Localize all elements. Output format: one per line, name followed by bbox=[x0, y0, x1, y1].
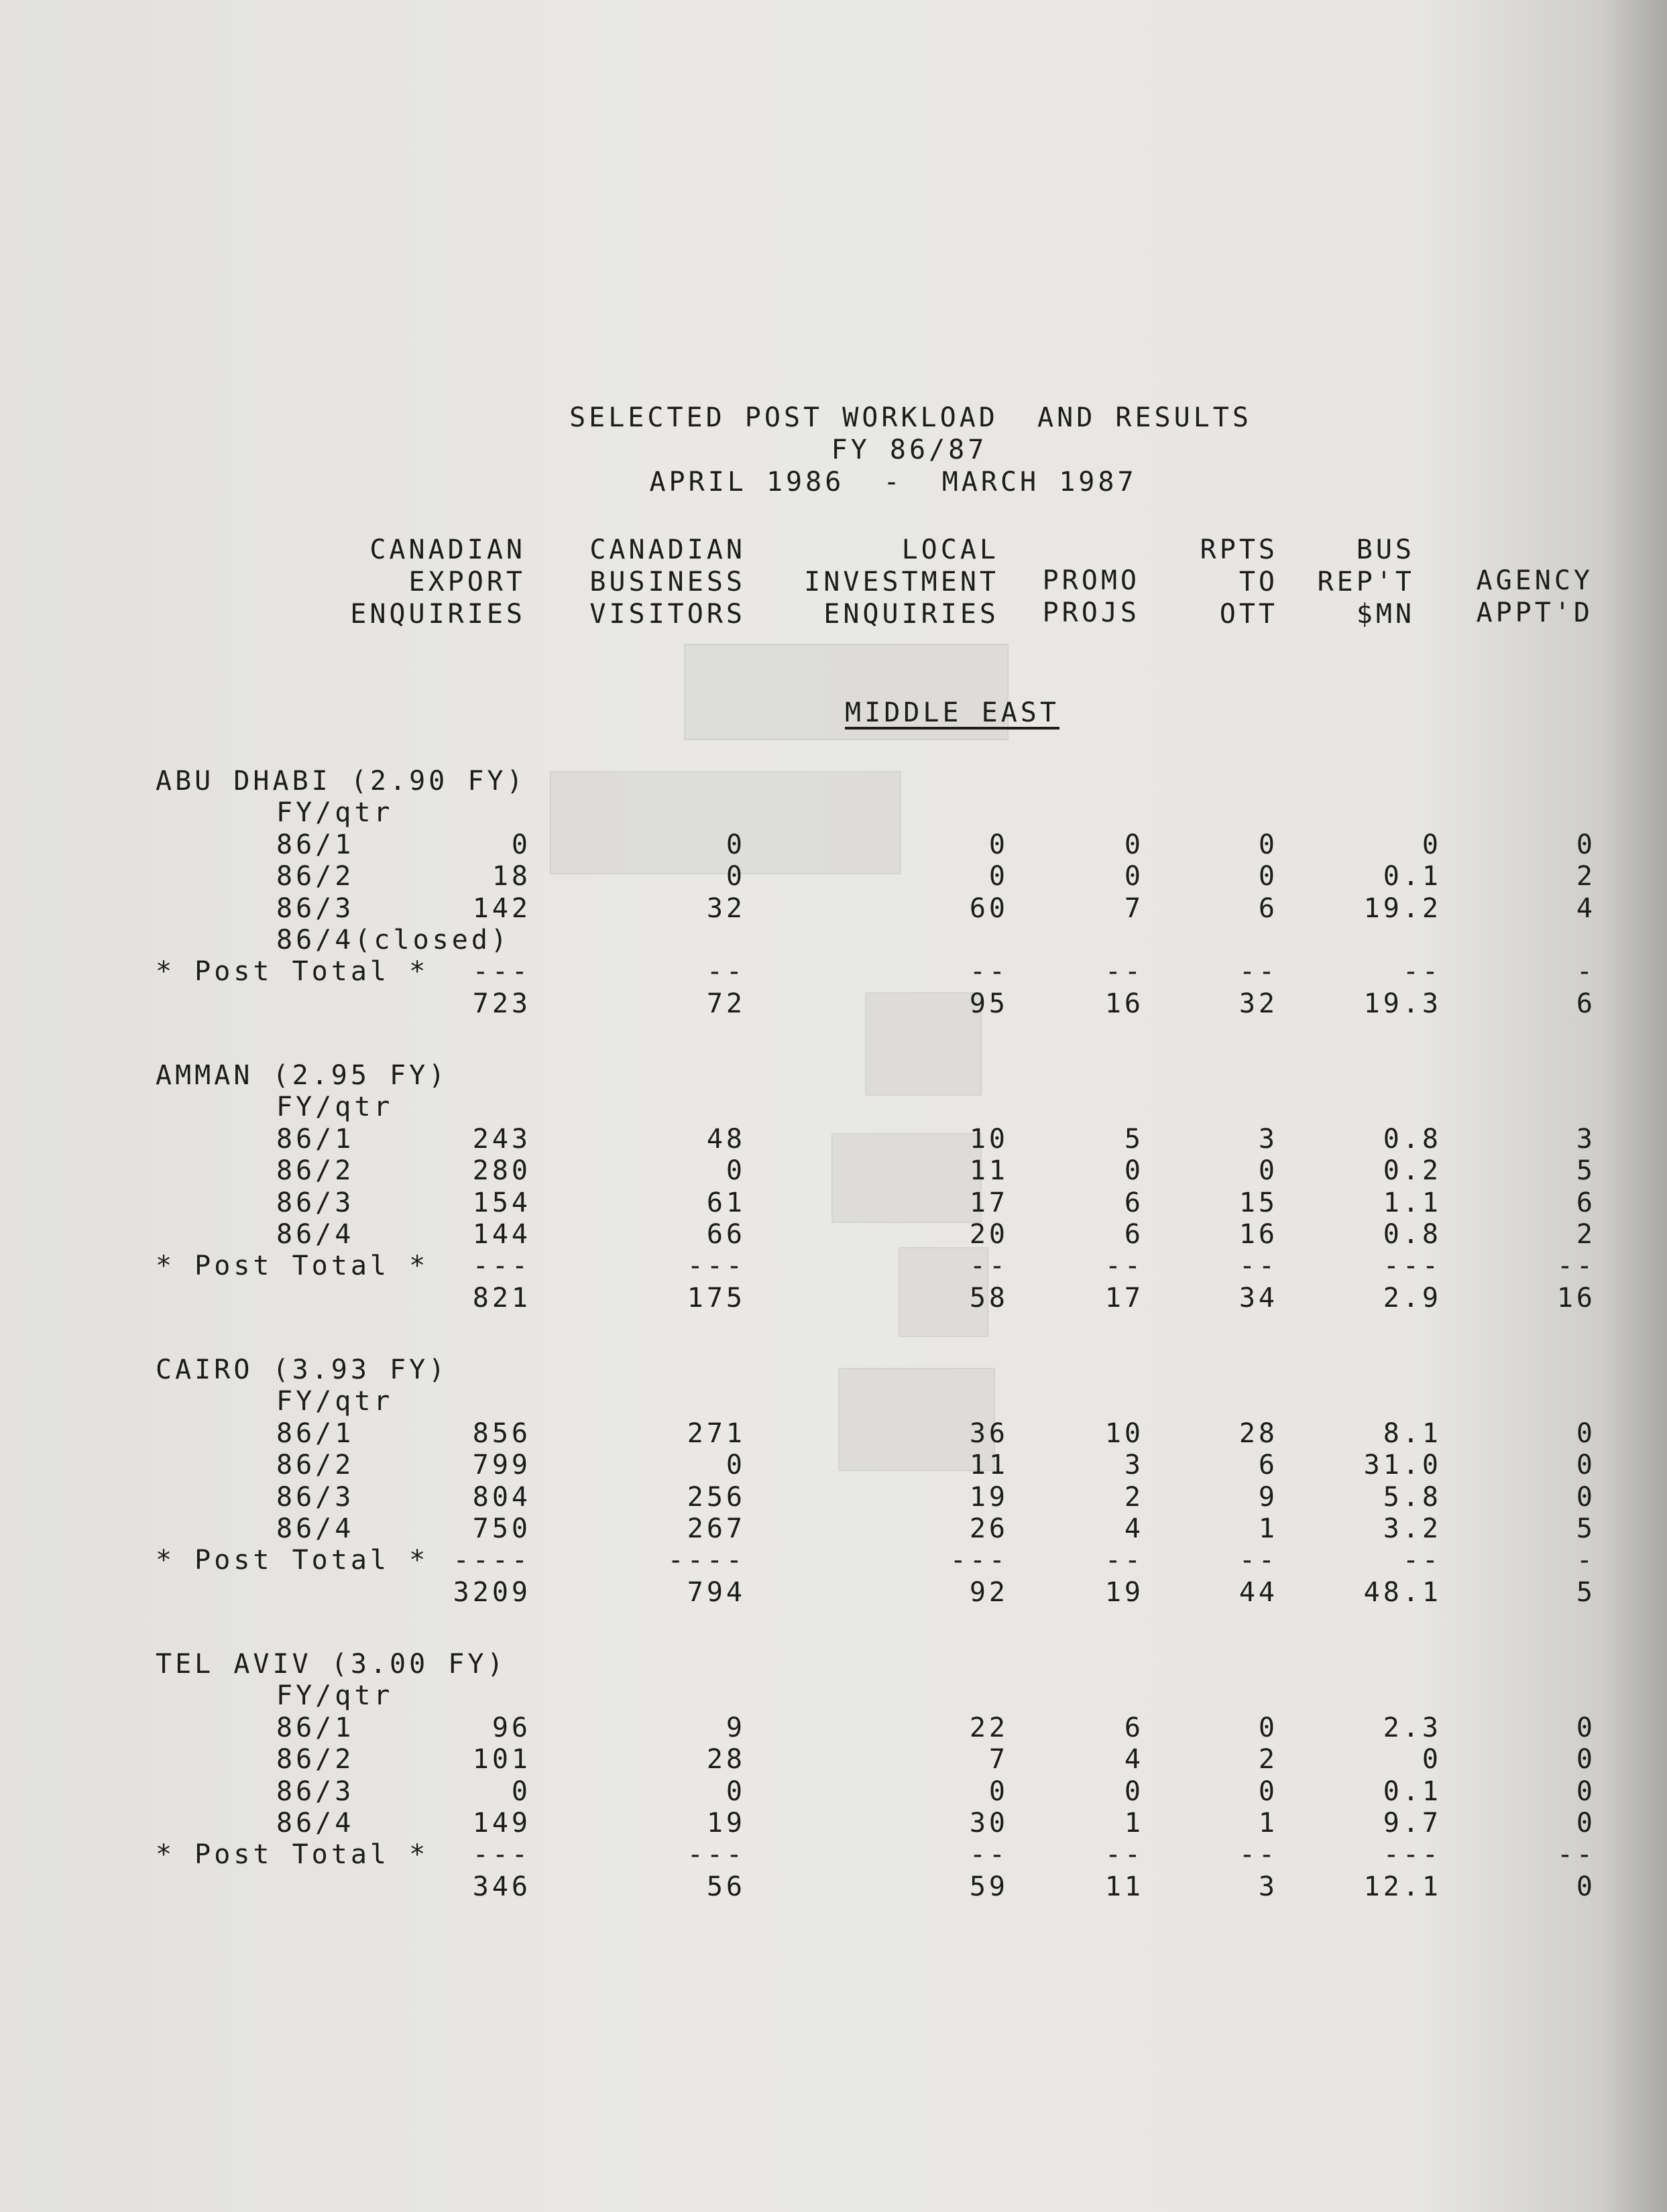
post-total-cell: 92 bbox=[969, 1576, 1009, 1608]
post-total-cell: 19.3 bbox=[1363, 988, 1442, 1019]
post-total-cell: 175 bbox=[687, 1282, 746, 1314]
table-cell: 0 bbox=[1576, 829, 1596, 860]
table-cell: 31.0 bbox=[1363, 1450, 1442, 1481]
table-cell: 66 bbox=[706, 1219, 746, 1250]
table-cell: 1.1 bbox=[1383, 1187, 1442, 1218]
table-cell: 5 bbox=[1576, 1155, 1596, 1187]
post-total-cell: 12.1 bbox=[1363, 1871, 1442, 1902]
table-cell: 28 bbox=[706, 1744, 746, 1776]
table-cell: 6 bbox=[1576, 1187, 1596, 1218]
report-period: APRIL 1986 - MARCH 1987 bbox=[649, 467, 1137, 498]
post-total-cell: 794 bbox=[687, 1576, 746, 1608]
column-header-line: OTT bbox=[1219, 599, 1278, 630]
table-cell: 144 bbox=[472, 1219, 531, 1250]
table-cell: 6 bbox=[1124, 1219, 1144, 1250]
total-rule: -- bbox=[1104, 1545, 1144, 1576]
table-cell: 10 bbox=[969, 1123, 1009, 1155]
qtr-label: FY/qtr bbox=[276, 1092, 394, 1123]
post-total-cell: 44 bbox=[1239, 1576, 1278, 1608]
total-rule: -- bbox=[706, 956, 746, 988]
table-cell: 0.1 bbox=[1383, 1776, 1442, 1807]
table-cell: 22 bbox=[969, 1712, 1009, 1743]
post-total-cell: 3209 bbox=[453, 1576, 531, 1608]
total-rule: -- bbox=[1104, 1250, 1144, 1282]
table-cell: 16 bbox=[1239, 1219, 1278, 1250]
table-cell: 0 bbox=[1124, 1776, 1144, 1807]
table-cell: 0 bbox=[726, 1776, 746, 1807]
table-cell: 0 bbox=[988, 829, 1009, 860]
post-total-cell: 346 bbox=[472, 1871, 531, 1902]
table-cell: 48 bbox=[706, 1123, 746, 1155]
total-rule: --- bbox=[687, 1839, 746, 1871]
post-total-cell: 58 bbox=[969, 1282, 1009, 1314]
total-rule: -- bbox=[1239, 1839, 1278, 1871]
post-name: ABU DHABI (2.90 FY) bbox=[156, 766, 526, 797]
table-cell: 0 bbox=[1124, 861, 1144, 892]
table-cell: 0 bbox=[511, 829, 531, 860]
table-cell: 0 bbox=[1258, 861, 1278, 892]
table-cell: 8.1 bbox=[1383, 1417, 1442, 1449]
post-total-label: * Post Total * bbox=[156, 1839, 429, 1871]
quarter-label: 86/3 bbox=[276, 1481, 355, 1513]
table-cell: 60 bbox=[969, 892, 1009, 924]
table-cell: 154 bbox=[472, 1187, 531, 1218]
post-total-cell: 3 bbox=[1258, 1871, 1278, 1902]
table-cell: 2 bbox=[1576, 1219, 1596, 1250]
quarter-label: 86/2 bbox=[276, 1450, 355, 1481]
table-cell: 243 bbox=[472, 1123, 531, 1155]
table-cell: 101 bbox=[472, 1744, 531, 1776]
table-cell: 9 bbox=[1258, 1481, 1278, 1513]
post-total-cell: 16 bbox=[1104, 988, 1144, 1019]
table-cell: 7 bbox=[988, 1744, 1009, 1776]
post-total-cell: 821 bbox=[472, 1282, 531, 1314]
table-cell: 5 bbox=[1576, 1513, 1596, 1544]
column-header-line: BUSINESS bbox=[589, 567, 746, 597]
qtr-label: FY/qtr bbox=[276, 797, 394, 829]
column-header-line: VISITORS bbox=[589, 599, 746, 630]
table-cell: 0 bbox=[1576, 1712, 1596, 1743]
total-rule: -- bbox=[1239, 1545, 1278, 1576]
report-fiscal-year: FY 86/87 bbox=[831, 434, 988, 465]
column-header-line: CANADIAN bbox=[369, 534, 526, 565]
total-rule: -- bbox=[1556, 1250, 1596, 1282]
post-name: AMMAN (2.95 FY) bbox=[156, 1060, 449, 1091]
table-cell: 856 bbox=[472, 1417, 531, 1449]
total-rule: --- bbox=[1383, 1839, 1442, 1871]
qtr-label: FY/qtr bbox=[276, 1386, 394, 1417]
quarter-label: 86/1 bbox=[276, 1417, 355, 1449]
total-rule: -- bbox=[1104, 956, 1144, 988]
table-cell: 19.2 bbox=[1363, 892, 1442, 924]
table-cell: 4 bbox=[1124, 1744, 1144, 1776]
total-rule: --- bbox=[950, 1545, 1009, 1576]
table-cell: 2.3 bbox=[1383, 1712, 1442, 1743]
table-cell: 0 bbox=[988, 861, 1009, 892]
table-cell: 30 bbox=[969, 1808, 1009, 1839]
quarter-label: 86/1 bbox=[276, 1123, 355, 1155]
table-cell: 0 bbox=[1576, 1808, 1596, 1839]
table-cell: 10 bbox=[1104, 1417, 1144, 1449]
table-cell: 0 bbox=[726, 1450, 746, 1481]
table-cell: 0 bbox=[1422, 829, 1442, 860]
table-cell: 0 bbox=[1576, 1417, 1596, 1449]
table-cell: 15 bbox=[1239, 1187, 1278, 1218]
column-header-line: ENQUIRIES bbox=[350, 599, 526, 630]
table-cell: 6 bbox=[1258, 1450, 1278, 1481]
table-cell: 0 bbox=[1258, 1155, 1278, 1187]
table-cell: 5.8 bbox=[1383, 1481, 1442, 1513]
total-rule: -- bbox=[969, 1250, 1009, 1282]
post-name: TEL AVIV (3.00 FY) bbox=[156, 1649, 507, 1680]
post-total-cell: 56 bbox=[706, 1871, 746, 1902]
table-cell: 17 bbox=[969, 1187, 1009, 1218]
total-rule: ---- bbox=[667, 1545, 746, 1576]
table-cell: 750 bbox=[472, 1513, 531, 1544]
table-cell: 11 bbox=[969, 1450, 1009, 1481]
post-total-cell: 16 bbox=[1556, 1282, 1596, 1314]
total-rule: -- bbox=[1402, 1545, 1442, 1576]
table-cell: 0 bbox=[726, 861, 746, 892]
column-header-line: ENQUIRIES bbox=[823, 599, 999, 630]
total-rule: --- bbox=[472, 1839, 531, 1871]
post-total-cell: 2.9 bbox=[1383, 1282, 1442, 1314]
post-total-cell: 11 bbox=[1104, 1871, 1144, 1902]
quarter-label: 86/1 bbox=[276, 1712, 355, 1743]
total-rule: --- bbox=[472, 1250, 531, 1282]
table-cell: 0 bbox=[1422, 1744, 1442, 1776]
column-header-line: RPTS bbox=[1200, 534, 1278, 565]
table-cell: 0.2 bbox=[1383, 1155, 1442, 1187]
report-title: SELECTED POST WORKLOAD AND RESULTS bbox=[569, 402, 1252, 433]
table-cell: 1 bbox=[1258, 1808, 1278, 1839]
table-cell: 9 bbox=[726, 1712, 746, 1743]
qtr-label: FY/qtr bbox=[276, 1680, 394, 1712]
table-cell: 280 bbox=[472, 1155, 531, 1187]
total-rule: - bbox=[1576, 1545, 1596, 1576]
post-total-cell: 48.1 bbox=[1363, 1576, 1442, 1608]
table-cell: 9.7 bbox=[1383, 1808, 1442, 1839]
total-rule: --- bbox=[1383, 1250, 1442, 1282]
post-total-cell: 19 bbox=[1104, 1576, 1144, 1608]
table-cell: 0 bbox=[988, 1776, 1009, 1807]
column-header-line: CANADIAN bbox=[589, 534, 746, 565]
column-header-line: PROMO bbox=[1042, 565, 1140, 596]
table-cell: 271 bbox=[687, 1417, 746, 1449]
quarter-label: 86/1 bbox=[276, 829, 355, 860]
table-cell: 19 bbox=[969, 1481, 1009, 1513]
table-cell: 18 bbox=[492, 861, 531, 892]
table-cell: 0 bbox=[1258, 1776, 1278, 1807]
table-cell: 1 bbox=[1124, 1808, 1144, 1839]
total-rule: -- bbox=[1402, 956, 1442, 988]
total-rule: -- bbox=[1104, 1839, 1144, 1871]
column-header-line: AGENCY bbox=[1476, 565, 1593, 596]
post-total-cell: 72 bbox=[706, 988, 746, 1019]
table-cell: 3 bbox=[1124, 1450, 1144, 1481]
table-cell: 7 bbox=[1124, 892, 1144, 924]
table-cell: 256 bbox=[687, 1481, 746, 1513]
post-total-cell: 32 bbox=[1239, 988, 1278, 1019]
table-cell: 0 bbox=[726, 1155, 746, 1187]
post-total-label: * Post Total * bbox=[156, 1250, 429, 1282]
quarter-label: 86/3 bbox=[276, 892, 355, 924]
total-rule: -- bbox=[969, 956, 1009, 988]
quarter-label: 86/4 bbox=[276, 1808, 355, 1839]
table-cell: 0 bbox=[1124, 1155, 1144, 1187]
post-total-cell: 95 bbox=[969, 988, 1009, 1019]
table-cell: 6 bbox=[1124, 1187, 1144, 1218]
total-rule: ---- bbox=[453, 1545, 531, 1576]
total-rule: -- bbox=[1239, 1250, 1278, 1282]
table-cell: 3 bbox=[1576, 1123, 1596, 1155]
table-cell: 5 bbox=[1124, 1123, 1144, 1155]
post-total-label: * Post Total * bbox=[156, 1545, 429, 1576]
column-header-line: PROJS bbox=[1042, 597, 1140, 628]
column-header-line: TO bbox=[1239, 567, 1278, 597]
column-header-line: $MN bbox=[1356, 599, 1415, 630]
table-cell: 4 bbox=[1124, 1513, 1144, 1544]
table-cell: 0.1 bbox=[1383, 861, 1442, 892]
post-total-cell: 5 bbox=[1576, 1576, 1596, 1608]
quarter-label: 86/3 bbox=[276, 1187, 355, 1218]
quarter-label: 86/2 bbox=[276, 1744, 355, 1776]
table-cell: 0.8 bbox=[1383, 1123, 1442, 1155]
table-cell: 2 bbox=[1258, 1744, 1278, 1776]
table-cell: 26 bbox=[969, 1513, 1009, 1544]
total-rule: -- bbox=[1239, 956, 1278, 988]
column-header-line: APPT'D bbox=[1476, 597, 1593, 628]
post-total-cell: 723 bbox=[472, 988, 531, 1019]
post-total-cell: 59 bbox=[969, 1871, 1009, 1902]
column-header-line: LOCAL bbox=[901, 534, 999, 565]
table-cell: 0 bbox=[726, 829, 746, 860]
table-cell: 0 bbox=[511, 1776, 531, 1807]
table-cell: 19 bbox=[706, 1808, 746, 1839]
column-header-line: INVESTMENT bbox=[804, 567, 999, 597]
table-cell: 6 bbox=[1258, 892, 1278, 924]
quarter-label: 86/4 bbox=[276, 1219, 355, 1250]
post-total-cell: 0 bbox=[1576, 1871, 1596, 1902]
table-cell: 804 bbox=[472, 1481, 531, 1513]
post-name: CAIRO (3.93 FY) bbox=[156, 1354, 449, 1385]
total-rule: -- bbox=[969, 1839, 1009, 1871]
column-header-line: BUS bbox=[1356, 534, 1415, 565]
column-header-line: REP'T bbox=[1317, 567, 1415, 597]
table-cell: 0.8 bbox=[1383, 1219, 1442, 1250]
region-heading: MIDDLE EAST bbox=[845, 697, 1059, 728]
table-cell: 0 bbox=[1258, 1712, 1278, 1743]
quarter-label: 86/3 bbox=[276, 1776, 355, 1807]
total-rule: --- bbox=[687, 1250, 746, 1282]
table-cell: 36 bbox=[969, 1417, 1009, 1449]
post-total-cell: 6 bbox=[1576, 988, 1596, 1019]
table-cell: 0 bbox=[1576, 1744, 1596, 1776]
table-cell: 2 bbox=[1576, 861, 1596, 892]
table-cell: 28 bbox=[1239, 1417, 1278, 1449]
table-cell: 267 bbox=[687, 1513, 746, 1544]
bleed-through-box bbox=[550, 771, 901, 874]
table-cell: 6 bbox=[1124, 1712, 1144, 1743]
quarter-label: 86/4 bbox=[276, 1513, 355, 1544]
column-header-line: EXPORT bbox=[408, 567, 526, 597]
quarter-label: 86/2 bbox=[276, 1155, 355, 1187]
table-cell: 149 bbox=[472, 1808, 531, 1839]
table-cell: 0 bbox=[1576, 1481, 1596, 1513]
table-cell: 1 bbox=[1258, 1513, 1278, 1544]
total-rule: - bbox=[1576, 956, 1596, 988]
total-rule: --- bbox=[472, 956, 531, 988]
table-cell: 3.2 bbox=[1383, 1513, 1442, 1544]
table-cell: 2 bbox=[1124, 1481, 1144, 1513]
table-cell: 61 bbox=[706, 1187, 746, 1218]
table-cell: 32 bbox=[706, 892, 746, 924]
table-cell: 142 bbox=[472, 892, 531, 924]
table-cell: 96 bbox=[492, 1712, 531, 1743]
quarter-label: 86/2 bbox=[276, 861, 355, 892]
table-cell: 0 bbox=[1576, 1776, 1596, 1807]
quarter-label: 86/4(closed) bbox=[276, 925, 510, 955]
post-total-cell: 17 bbox=[1104, 1282, 1144, 1314]
table-cell: 0 bbox=[1258, 829, 1278, 860]
table-cell: 0 bbox=[1124, 829, 1144, 860]
post-total-label: * Post Total * bbox=[156, 956, 429, 988]
table-cell: 4 bbox=[1576, 892, 1596, 924]
table-cell: 799 bbox=[472, 1450, 531, 1481]
post-total-cell: 34 bbox=[1239, 1282, 1278, 1314]
table-cell: 3 bbox=[1258, 1123, 1278, 1155]
table-cell: 11 bbox=[969, 1155, 1009, 1187]
table-cell: 0 bbox=[1576, 1450, 1596, 1481]
table-cell: 20 bbox=[969, 1219, 1009, 1250]
total-rule: -- bbox=[1556, 1839, 1596, 1871]
